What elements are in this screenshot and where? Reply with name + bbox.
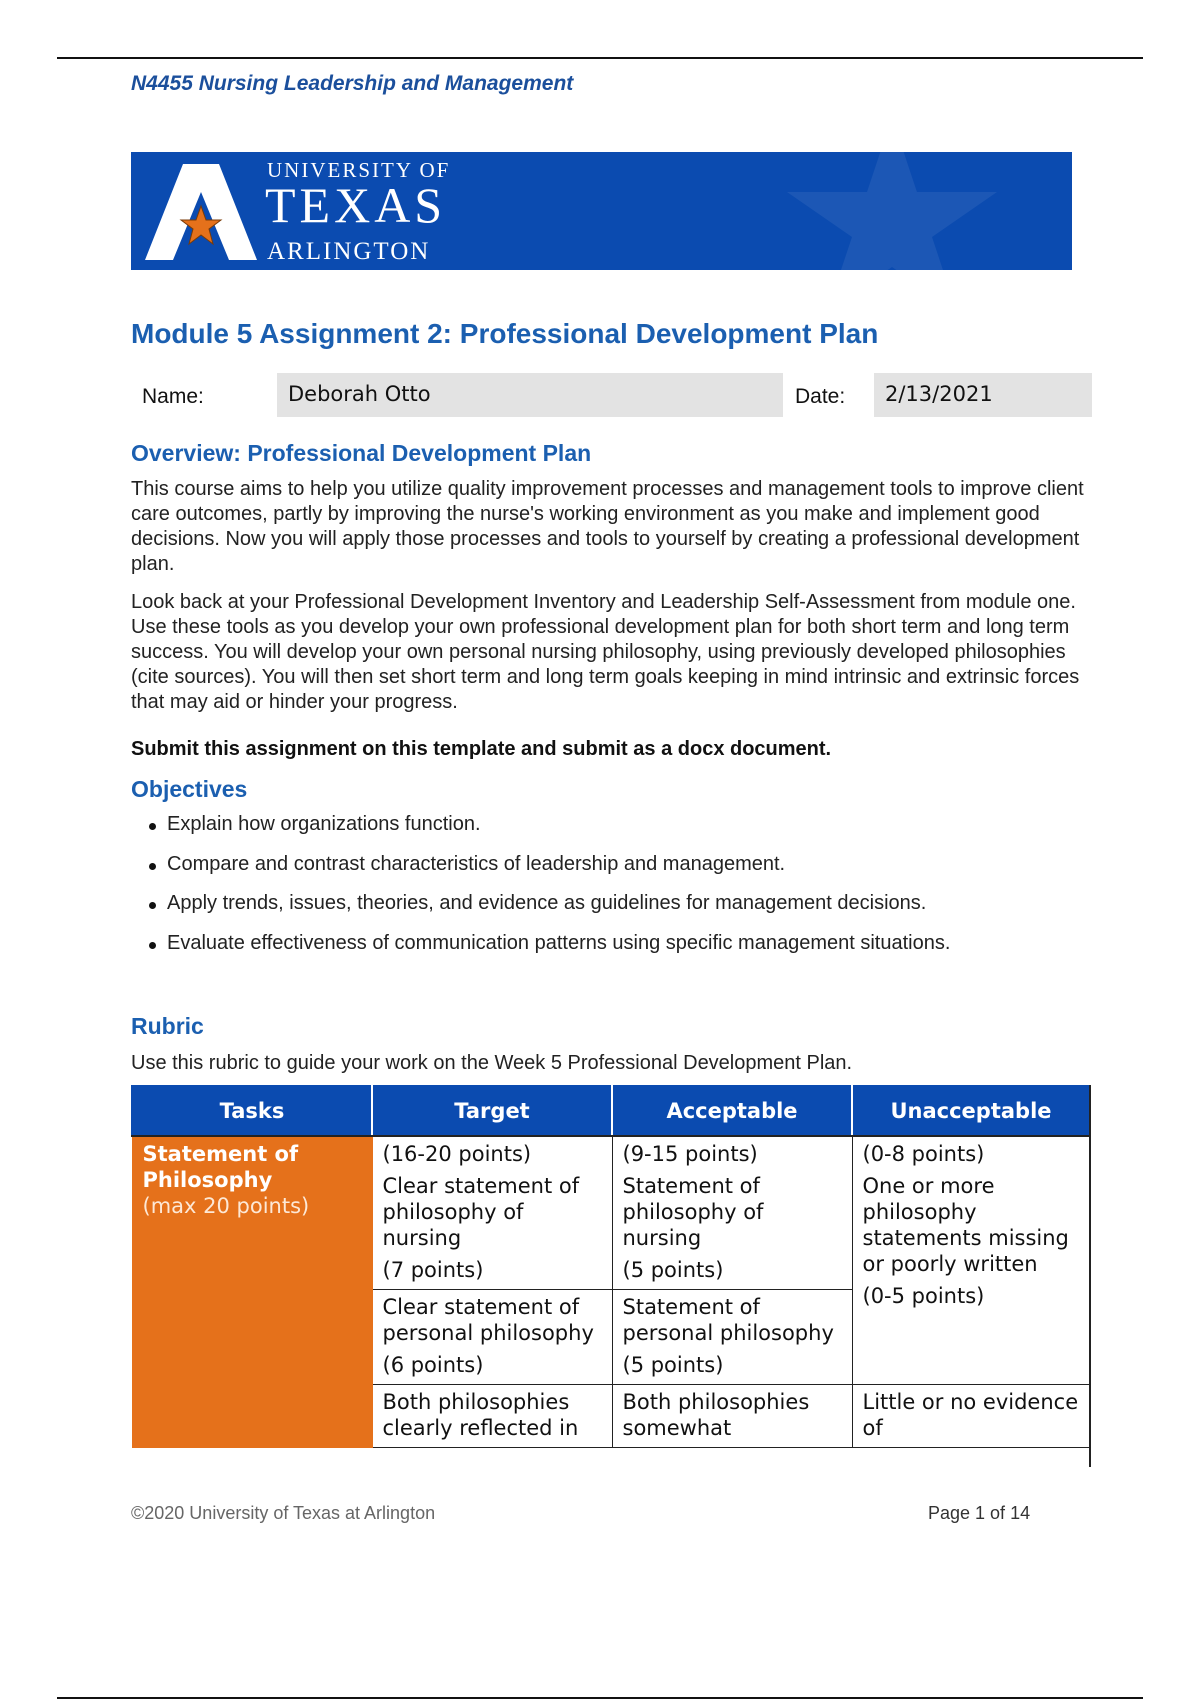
rubric-table [131,1085,1091,1448]
date-field[interactable]: 2/13/2021 [874,373,1092,417]
rubric-header-row [132,1086,1090,1136]
name-label: Name: [142,385,204,408]
acceptable-points: (9-15 points) [622,1142,758,1166]
rubric-table-container [131,1085,1091,1467]
top-rule [57,57,1143,59]
objective-item: Evaluate effectiveness of communication patterns using specific management situations. [147,932,950,972]
objective-item: Compare and contrast characteristics of leadership and management. [147,853,950,893]
column-header-target: Target [372,1086,612,1136]
target-cell [372,1136,612,1290]
rubric-intro: Use this rubric to guide your work on the Week 5 Professional Development Plan. [131,1052,853,1074]
acceptable-cell [612,1136,852,1290]
banner-star-watermark-icon [732,152,1052,270]
unacceptable-cell [852,1385,1090,1448]
banner-university-of: UNIVERSITY OF [267,158,451,182]
course-header: N4455 Nursing Leadership and Management [131,72,574,95]
objectives-heading: Objectives [131,776,248,802]
name-field[interactable]: Deborah Otto [277,373,783,417]
target-subpoints: (7 points) [382,1258,484,1282]
table-row [132,1136,1090,1290]
target-criterion: Both philosophies clearly reflected in [382,1390,579,1440]
acceptable-cell [612,1290,852,1385]
unacceptable-criterion: One or more philosophy statements missing or poorly written [862,1174,1069,1276]
task-name: Statement of Philosophy [142,1142,299,1192]
target-points: (16-20 points) [382,1142,532,1166]
acceptable-criterion: Statement of philosophy of nursing [622,1174,764,1250]
date-label: Date: [795,385,846,408]
target-criterion: Clear statement of philosophy of nursing [382,1174,580,1250]
task-cell [132,1136,372,1448]
objective-item: Apply trends, issues, theories, and evidence as guidelines for management decisions. [147,892,950,932]
target-criterion: Clear statement of personal philosophy [382,1295,594,1345]
rubric-heading: Rubric [131,1013,204,1039]
acceptable-criterion: Both philosophies somewhat [622,1390,810,1440]
assignment-title: Module 5 Assignment 2: Professional Development Plan [131,318,879,349]
objectives-list [147,813,950,971]
footer-page-number: Page 1 of 14 [928,1503,1031,1523]
acceptable-criterion: Statement of personal philosophy [622,1295,834,1345]
footer-copyright: ©2020 University of Texas at Arlington [131,1503,436,1523]
banner-texas: TEXAS [265,177,447,233]
column-header-acceptable: Acceptable [612,1086,852,1136]
overview-paragraph-2: Look back at your Professional Development Inventory and Leadership Self-Assessment from module one. Use these tools as you develop your own professional development plan for both short term and long term success. You will develop your own personal nursing philosophy, using previously developed philosophies (cite sources). You will then set short term and long term goals keeping in mind intrinsic and extrinsic forces that may aid or hinder your progress. [131,591,1080,713]
column-header-unacceptable: Unacceptable [852,1086,1090,1136]
acceptable-cell [612,1385,852,1448]
target-subpoints: (6 points) [382,1353,484,1377]
acceptable-subpoints: (5 points) [622,1353,724,1377]
acceptable-subpoints: (5 points) [622,1258,724,1282]
column-header-tasks: Tasks [132,1086,372,1136]
university-banner [131,152,1072,270]
objective-item: Explain how organizations function. [147,813,950,853]
unacceptable-cell [852,1136,1090,1385]
unacceptable-points: (0-8 points) [862,1142,985,1166]
banner-arlington: ARLINGTON [267,238,431,265]
ut-arlington-a-star-logo-icon [145,162,257,262]
task-max-points: (max 20 points) [142,1194,310,1218]
unacceptable-criterion: Little or no evidence of [862,1390,1079,1440]
submit-instructions: Submit this assignment on this template and submit as a docx document. [131,738,832,760]
overview-paragraph-1: This course aims to help you utilize quality improvement processes and management tools to improve client care outcomes, partly by improving the nurse's working environment as you make and implement good decisions. Now you will apply those processes and tools to yourself by creating a professional development plan. [131,478,1084,575]
unacceptable-subpoints: (0-5 points) [862,1284,985,1308]
target-cell [372,1290,612,1385]
overview-heading: Overview: Professional Development Plan [131,440,592,466]
bottom-rule [57,1697,1143,1699]
target-cell [372,1385,612,1448]
